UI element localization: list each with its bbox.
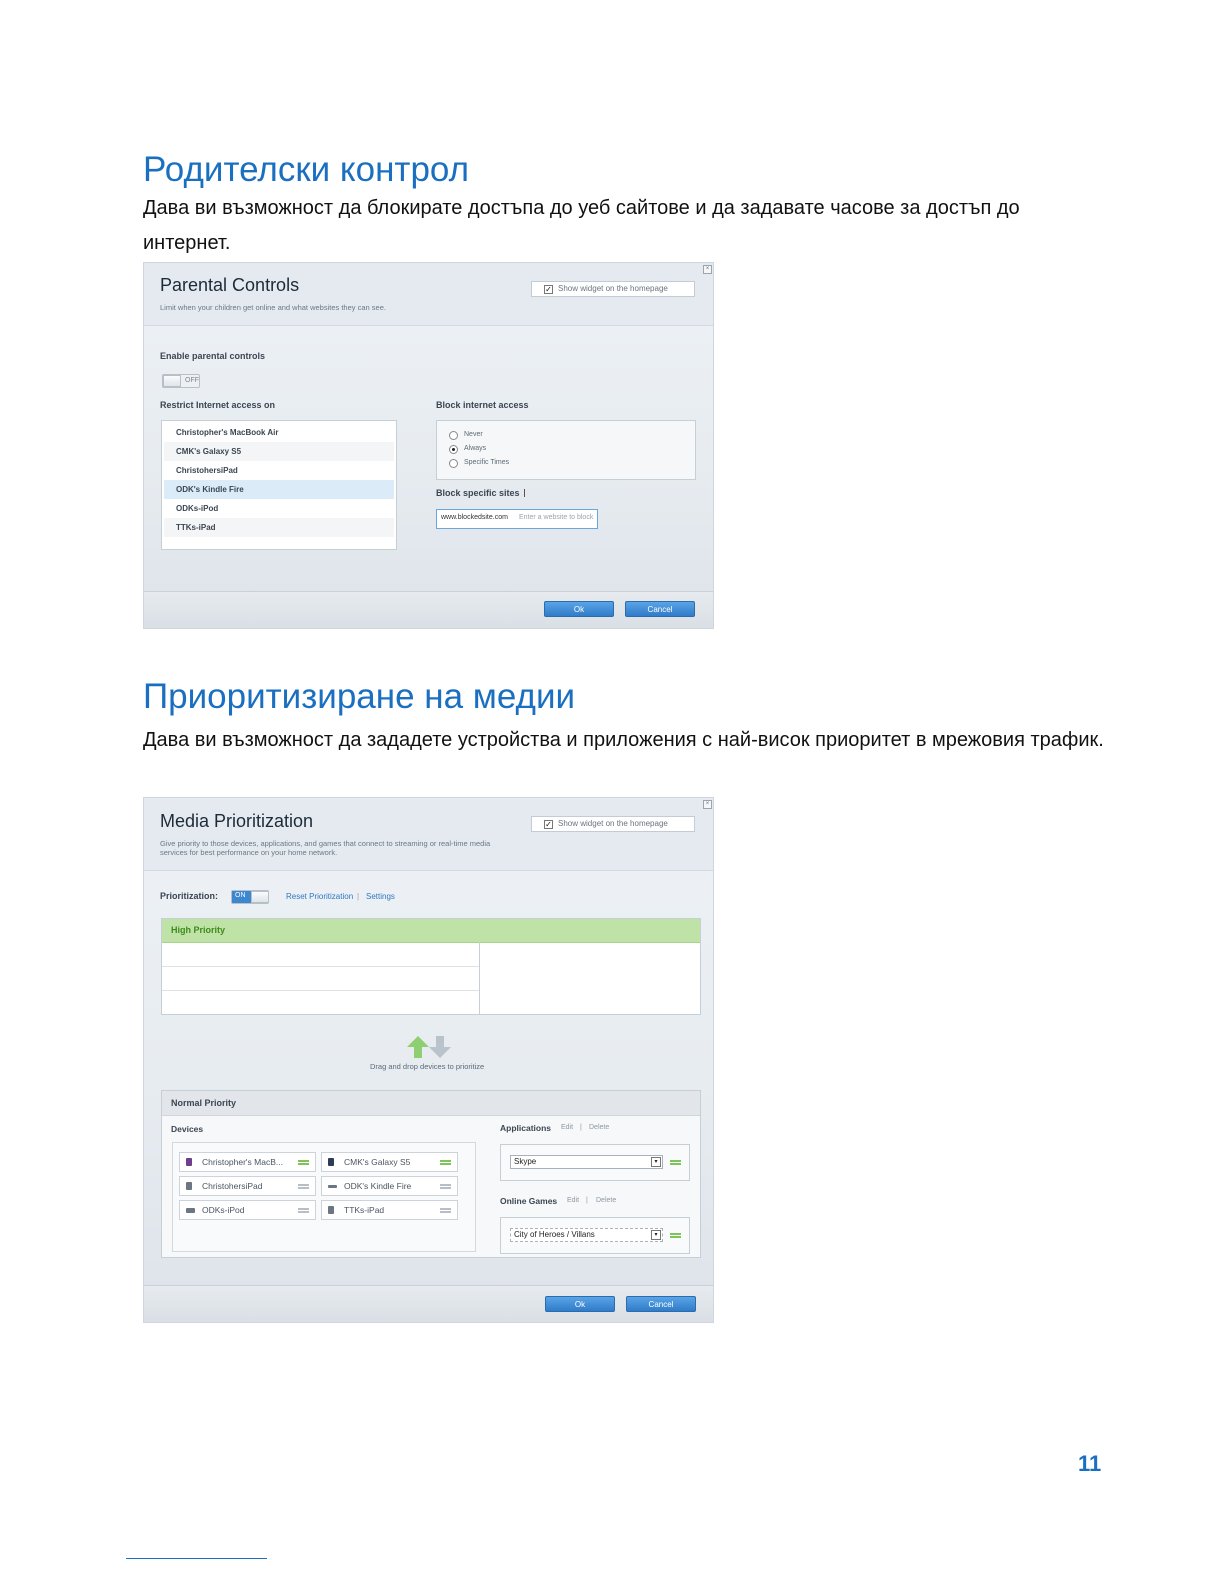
applications-delete-link[interactable]: Delete (589, 1124, 610, 1131)
drag-handle-icon[interactable] (298, 1160, 309, 1165)
device-row[interactable]: CMK's Galaxy S5 (164, 442, 394, 461)
block-sites-label: Block specific sites (436, 488, 520, 498)
toggle-state: OFF (185, 377, 199, 384)
prioritization-toggle[interactable] (231, 890, 269, 904)
games-edit-link[interactable]: Edit (567, 1197, 580, 1204)
device-row[interactable]: ODKs-iPod (176, 504, 219, 513)
radio-never[interactable] (449, 431, 458, 440)
online-games-label: Online Games (500, 1196, 558, 1206)
device-row-selected[interactable]: ODK's Kindle Fire (164, 480, 394, 499)
tablet-icon (328, 1206, 334, 1214)
device-row[interactable]: TTKs-iPad (164, 518, 394, 537)
radio-specific-times[interactable] (449, 459, 458, 468)
device-row[interactable]: Christopher's MacBook Air (176, 428, 279, 437)
dialog-header (144, 798, 713, 871)
game-value: City of Heroes / Villans (514, 1230, 595, 1239)
kindle-icon (328, 1185, 337, 1188)
games-delete-link[interactable]: Delete (596, 1197, 617, 1204)
applications-box (500, 1144, 690, 1181)
drag-handle-icon[interactable] (440, 1160, 451, 1165)
cancel-button[interactable]: Cancel (626, 1296, 696, 1312)
show-widget-checkbox[interactable] (531, 281, 695, 297)
reset-prioritization-link[interactable]: Reset Prioritization (286, 892, 354, 901)
device-name: ODKs-iPod (202, 1205, 245, 1215)
device-chip[interactable] (321, 1200, 458, 1220)
online-games-box (500, 1217, 690, 1254)
settings-link[interactable]: Settings (366, 892, 395, 901)
option-never: Never (464, 431, 483, 438)
laptop-icon (186, 1158, 192, 1166)
drag-handle-icon[interactable] (670, 1160, 681, 1165)
device-name: ODK's Kindle Fire (344, 1181, 412, 1191)
device-chip[interactable] (321, 1176, 458, 1196)
block-site-value: www.blockedsite.com (441, 514, 508, 521)
block-site-input[interactable] (436, 509, 598, 529)
chevron-down-icon: ▾ (651, 1157, 661, 1167)
close-icon[interactable]: × (703, 265, 712, 274)
block-site-placeholder: Enter a website to block (519, 514, 594, 521)
dialog-subtitle: Limit when your children get online and what websites they can see. (160, 303, 386, 312)
normal-priority-label: Normal Priority (171, 1098, 237, 1108)
device-chip[interactable] (321, 1152, 458, 1172)
drag-handle-icon[interactable] (298, 1208, 309, 1213)
drag-handle-icon[interactable] (670, 1233, 681, 1238)
drag-hint: Drag and drop devices to prioritize (370, 1062, 485, 1071)
device-chip[interactable] (179, 1200, 316, 1220)
drag-handle-icon[interactable] (298, 1184, 309, 1189)
column-divider (479, 942, 480, 1014)
row-divider (162, 990, 479, 991)
ipod-icon (186, 1208, 195, 1213)
toggle-knob (163, 375, 181, 387)
device-row[interactable]: ChristohersiPad (176, 466, 238, 475)
toggle-knob (251, 891, 269, 903)
page-number: 11 (1078, 1451, 1102, 1476)
section-text-parental: Дава ви възможност да блокирате достъпа до уеб сайтове и да задавате часове за достъп до интернет. (143, 197, 1020, 254)
device-chip[interactable] (179, 1176, 316, 1196)
row-divider (162, 966, 479, 967)
normal-priority-header (162, 1091, 700, 1116)
link-separator: | (357, 892, 360, 901)
link-separator: | (586, 1197, 588, 1204)
application-value: Skype (514, 1157, 537, 1166)
show-widget-label: Show widget on the homepage (558, 284, 668, 293)
radio-always[interactable] (449, 445, 458, 454)
high-priority-header (162, 919, 700, 943)
devices-label: Devices (171, 1124, 204, 1134)
drag-arrows-icon (406, 1035, 452, 1059)
game-select[interactable] (510, 1228, 663, 1242)
applications-edit-link[interactable]: Edit (561, 1124, 574, 1131)
dialog-title: Media Prioritization (160, 811, 314, 831)
show-widget-label: Show widget on the homepage (558, 819, 668, 828)
close-icon[interactable]: × (703, 800, 712, 809)
ok-button[interactable]: Ok (544, 601, 614, 617)
media-prioritization-screenshot (143, 797, 714, 1323)
drag-handle-icon[interactable] (440, 1208, 451, 1213)
high-priority-label: High Priority (171, 925, 226, 935)
section-text-media: Дава ви възможност да зададете устройства и приложения с най-висок приоритет в мрежовия трафик. (143, 729, 1104, 751)
option-always: Always (464, 445, 487, 452)
link-separator: | (580, 1124, 582, 1131)
device-chip[interactable] (179, 1152, 316, 1172)
block-access-options (436, 420, 696, 480)
device-name: TTKs-iPad (344, 1205, 385, 1215)
dialog-title: Parental Controls (160, 275, 300, 295)
device-list (161, 420, 397, 550)
parental-controls-screenshot (143, 262, 714, 629)
section-heading-parental: Родителски контрол (143, 150, 470, 189)
device-name: CMK's Galaxy S5 (344, 1157, 411, 1167)
cancel-button[interactable]: Cancel (625, 601, 695, 617)
prioritization-label: Prioritization: (160, 891, 218, 901)
phone-icon (328, 1158, 334, 1166)
high-priority-panel (161, 918, 701, 1015)
drag-handle-icon[interactable] (440, 1184, 451, 1189)
device-name: ChristohersiPad (202, 1181, 263, 1191)
restrict-access-label: Restrict Internet access on (160, 400, 276, 410)
info-icon (524, 489, 525, 497)
applications-label: Applications (500, 1123, 552, 1133)
chevron-down-icon: ▾ (651, 1230, 661, 1240)
footnote-separator (126, 1558, 267, 1559)
checkmark-icon: ✓ (545, 820, 552, 829)
enable-parental-label: Enable parental controls (160, 351, 266, 361)
ok-button[interactable]: Ok (545, 1296, 615, 1312)
section-heading-media: Приоритизиране на медии (143, 677, 576, 716)
tablet-icon (186, 1182, 192, 1190)
device-name: Christopher's MacB... (202, 1157, 283, 1167)
toggle-state: ON (232, 891, 254, 903)
block-access-label: Block internet access (436, 400, 529, 410)
checkmark-icon: ✓ (545, 285, 552, 294)
parental-toggle[interactable] (162, 374, 200, 388)
dialog-subtitle: Give priority to those devices, applications, and games that connect to streaming or real-time media services for best performance on your home network. (160, 839, 491, 857)
option-specific-times: Specific Times (464, 459, 510, 466)
show-widget-checkbox[interactable] (531, 816, 695, 832)
application-select[interactable] (510, 1155, 663, 1169)
